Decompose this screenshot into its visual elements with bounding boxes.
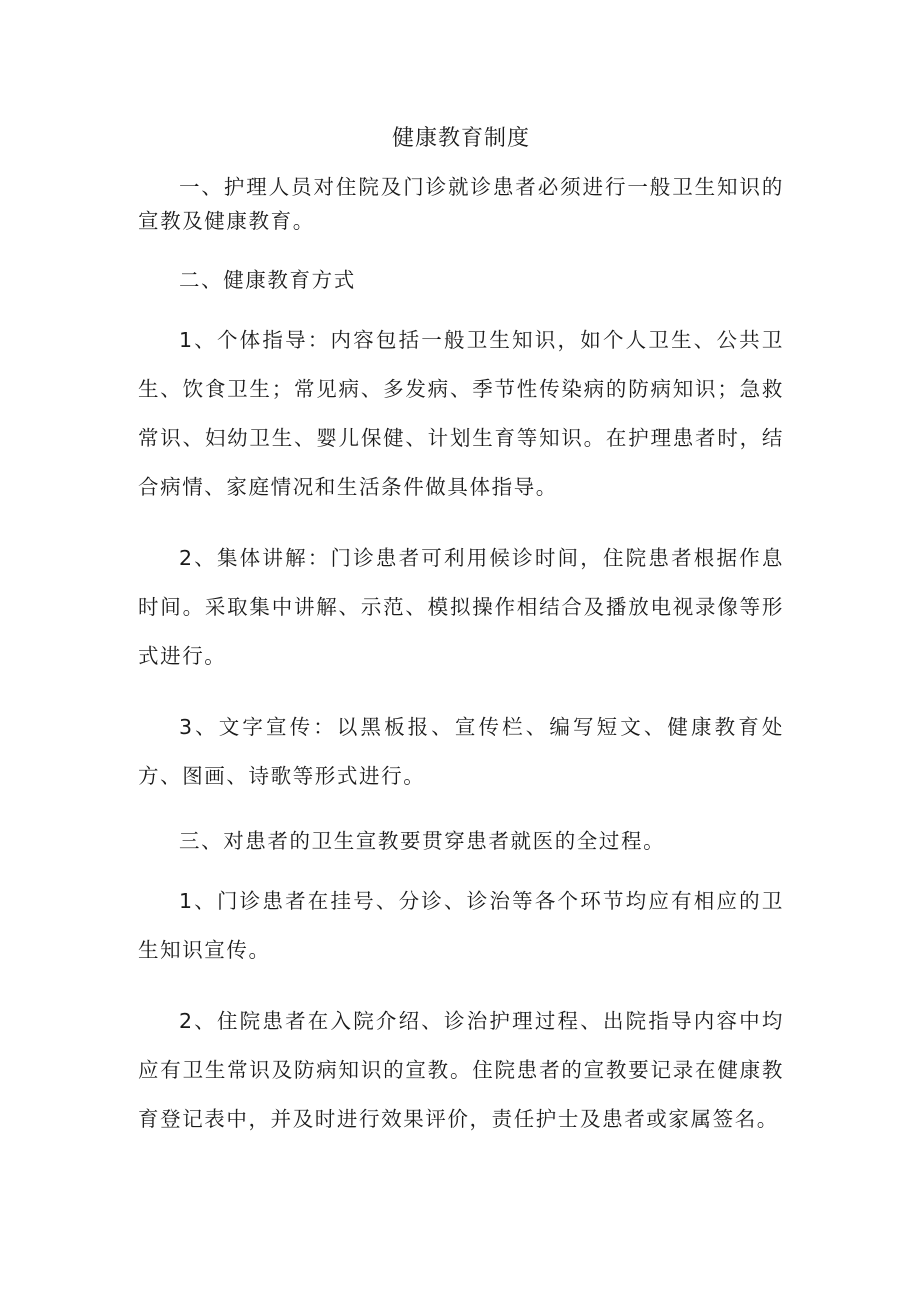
document-title: 健康教育制度 (391, 126, 530, 151)
paragraph-whole-process-heading: 三、对患者的卫生宣教要贯穿患者就医的全过程。 (179, 829, 666, 853)
paragraph-nursing-education: 一、护理人员对住院及门诊就诊患者必须进行一般卫生知识的宣教及健康教育。 (138, 175, 784, 233)
paragraph-outpatient: 1、门诊患者在挂号、分诊、诊治等各个环节均应有相应的卫生知识宣传。 (138, 889, 784, 962)
paragraph-individual-guidance: 1、个体指导：内容包括一般卫生知识，如个人卫生、公共卫生、饮食卫生；常见病、多发病、季节性传染病的防病知识；急救常识、妇幼卫生、婴儿保健、计划生育等知识。在护理患者时，结合病情、家庭情况和生活条件做具体指导。 (138, 328, 784, 499)
paragraph-education-methods-heading: 二、健康教育方式 (179, 268, 356, 292)
paragraph-inpatient: 2、住院患者在入院介绍、诊治护理过程、出院指导内容中均应有卫生常识及防病知识的宣教。住院患者的宣教要记录在健康教育登记表中，并及时进行效果评价，责任护士及患者或家属签名。 (138, 1009, 784, 1131)
paragraph-written-publicity: 3、文字宣传：以黑板报、宣传栏、编写短文、健康教育处方、图画、诗歌等形式进行。 (138, 715, 784, 788)
paragraph-group-lecture: 2、集体讲解：门诊患者可利用候诊时间，住院患者根据作息时间。采取集中讲解、示范、模拟操作相结合及播放电视录像等形式进行。 (138, 546, 784, 668)
